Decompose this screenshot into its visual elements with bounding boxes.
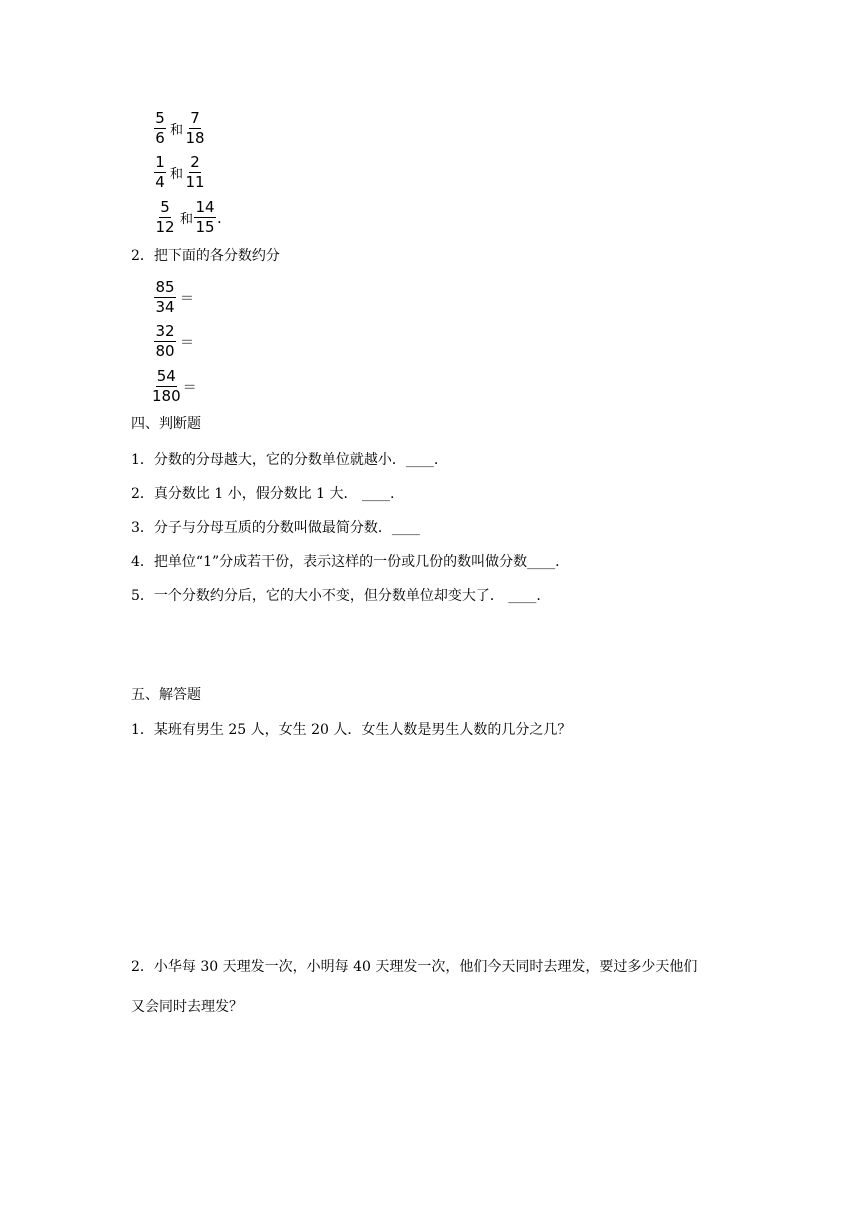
equals-sign: ＝ (182, 379, 197, 396)
denominator: 34 (155, 298, 175, 316)
section-5-title: 五、解答题 (131, 687, 201, 703)
numerator: 5 (160, 198, 170, 216)
reduce-item-2 (151, 323, 194, 360)
conjunction: 和 (170, 167, 184, 182)
numerator: 14 (195, 198, 215, 216)
numerator: 7 (190, 109, 200, 127)
numerator: 54 (156, 367, 176, 385)
fraction-pair-1 (151, 110, 207, 147)
fraction (184, 154, 206, 191)
denominator: 15 (195, 218, 215, 236)
fraction (151, 323, 179, 360)
fraction-pair-2 (151, 154, 207, 191)
answer-question-2-line-2: 又会同时去理发？ (131, 999, 243, 1015)
equals-sign: ＝ (180, 290, 194, 307)
numerator: 85 (155, 278, 175, 296)
judge-item-2: 2．真分数比 1 小，假分数比 1 大． ____. (131, 486, 395, 502)
reduce-item-3 (151, 368, 197, 405)
denominator: 6 (155, 129, 165, 147)
numerator: 2 (190, 153, 200, 171)
denominator: 4 (155, 173, 165, 191)
fraction (184, 110, 206, 147)
fraction-pair-3 (151, 199, 222, 236)
denominator: 12 (155, 218, 175, 236)
judge-item-5: 5．一个分数约分后，它的大小不变，但分数单位却变大了． ____. (131, 588, 541, 604)
judge-item-3: 3．分子与分母互质的分数叫做最简分数．____ (131, 520, 420, 536)
denominator: 180 (152, 387, 181, 405)
fraction (151, 279, 179, 316)
denominator: 80 (155, 342, 175, 360)
judge-item-4: 4．把单位“1”分成若干份，表示这样的一份或几份的数叫做分数____. (131, 554, 560, 570)
numerator: 1 (155, 153, 165, 171)
conjunction: 和 (170, 123, 184, 138)
equals-sign: ＝ (180, 334, 194, 351)
fraction (151, 154, 169, 191)
section-4-title: 四、判断题 (131, 416, 201, 432)
judge-item-1: 1．分数的分母越大，它的分数单位就越小．____. (131, 452, 439, 468)
answer-question-2-line-1: 2．小华每 30 天理发一次，小明每 40 天理发一次，他们今天同时去理发，要过多少天他们 (131, 959, 698, 975)
fraction (151, 368, 182, 405)
fraction (151, 199, 179, 236)
denominator: 18 (185, 129, 205, 147)
numerator: 5 (155, 109, 165, 127)
conjunction: 和 (180, 212, 194, 227)
fraction (194, 199, 216, 236)
denominator: 11 (185, 173, 205, 191)
fraction (151, 110, 169, 147)
numerator: 32 (155, 322, 175, 340)
end-mark: . (217, 208, 222, 227)
reduce-item-1 (151, 279, 194, 316)
answer-question-1: 1．某班有男生 25 人，女生 20 人．女生人数是男生人数的几分之几？ (131, 722, 572, 738)
question-2-title: 2．把下面的各分数约分 (131, 248, 280, 264)
